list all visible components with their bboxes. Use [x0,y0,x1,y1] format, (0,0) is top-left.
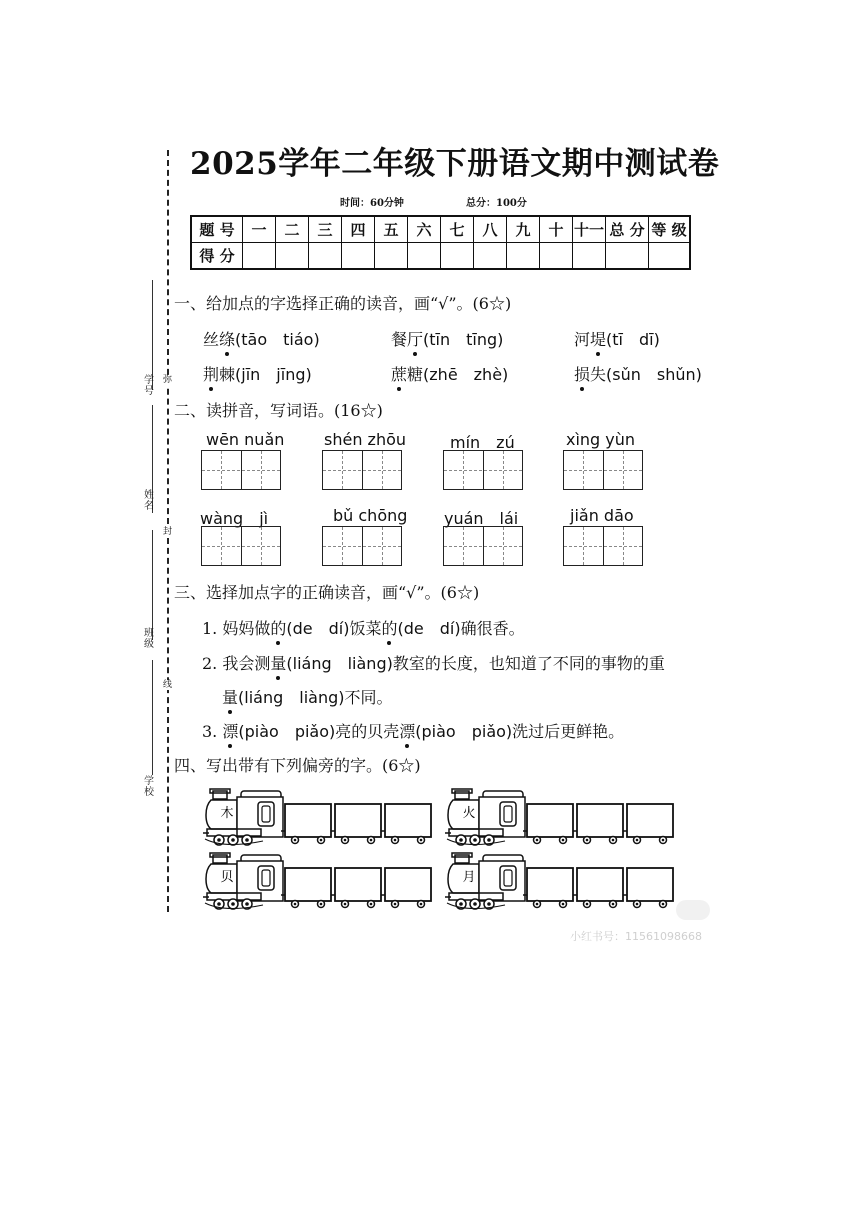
writing-grid[interactable] [563,526,643,566]
score-cell[interactable] [606,243,649,270]
q-pinyin[interactable]: (piào piǎo)洗过后更鲜艳。 [415,722,625,741]
sec3-question-1 [202,616,525,639]
q-pinyin[interactable]: (de dí)饭菜 [286,619,382,638]
dotted-char: 蔗 [391,362,407,385]
radical-mu: 木 [220,806,234,821]
dotted-char: 漂 [399,719,415,742]
exam-total: 总分：100分 [466,198,527,209]
pinyin-label: yuán lái [444,509,519,528]
school-line [152,660,153,775]
student-id-label: 学号 [144,375,154,397]
q-pinyin[interactable]: (piào piǎo)亮的贝壳 [238,722,400,741]
dotted-char: 量 [222,685,238,708]
score-cell[interactable] [474,243,507,270]
score-cell[interactable] [342,243,375,270]
item-text: 失 [590,365,607,384]
dotted-char: 厅 [407,327,423,350]
q-pinyin[interactable]: (liáng liàng)不同。 [238,688,393,707]
col-5: 五 [375,216,408,243]
item-pinyin: (tī dī) [606,330,660,349]
score-table [190,215,691,270]
binding-mark-mi: 弥 [163,375,173,385]
q-text: 1. 妈妈做 [202,619,271,638]
sec1-item-6[interactable] [574,362,702,385]
answer-wagon[interactable] [577,804,623,837]
score-cell[interactable] [540,243,573,270]
q-pinyin[interactable]: (de dí)确很香。 [397,619,525,638]
header-label-cell: 题 号 [191,216,243,243]
binding-mark-feng: 封 [163,527,173,537]
answer-wagon[interactable] [385,868,431,901]
item-pinyin: (tāo tiáo) [235,330,320,349]
watermark-logo-icon [676,900,710,920]
binding-mark-xian: 线 [163,680,173,690]
radical-huo: 火 [462,806,476,821]
answer-wagon[interactable] [285,804,331,837]
sec1-item-3[interactable] [574,327,660,350]
school-label: 学校 [144,776,154,798]
answer-wagon[interactable] [385,804,431,837]
score-cell[interactable] [507,243,540,270]
pinyin-label: xìng yùn [566,430,636,449]
score-cell[interactable] [375,243,408,270]
col-4: 四 [342,216,375,243]
q-pinyin[interactable]: (liáng liàng)教室的长度，也知道了不同的事物的重 [286,654,665,673]
col-total: 总 分 [606,216,649,243]
writing-grid[interactable] [201,450,281,490]
dotted-char: 漂 [222,719,238,742]
dotted-char: 的 [270,616,286,639]
col-11: 十一 [573,216,606,243]
sec1-item-2[interactable] [391,327,503,350]
item-pinyin: (zhē zhè) [423,365,509,384]
section-1-title: 一、给加点的字选择正确的读音，画“√”。(6☆) [174,294,512,313]
writing-grid[interactable] [563,450,643,490]
writing-grid[interactable] [443,526,523,566]
q-text: 2. 我会测 [202,654,271,673]
answer-wagon[interactable] [335,868,381,901]
exam-time: 时间：60分钟 [340,198,404,209]
answer-wagon[interactable] [527,804,573,837]
sec3-question-2 [202,651,665,674]
score-cell[interactable] [276,243,309,270]
score-label-cell: 得 分 [191,243,243,270]
dotted-char: 损 [574,362,590,385]
watermark-text: 小红书号：115610986​68 [570,930,702,943]
col-3: 三 [309,216,342,243]
dotted-char: 量 [270,651,286,674]
class-label: 班级 [144,628,154,650]
score-cell[interactable] [408,243,441,270]
col-9: 九 [507,216,540,243]
col-2: 二 [276,216,309,243]
score-table-score-row [191,243,690,270]
section-2-title: 二、读拼音，写词语。(16☆) [174,401,383,420]
answer-wagon[interactable] [285,868,331,901]
score-cell[interactable] [649,243,691,270]
dotted-char: 的 [381,616,397,639]
sec1-item-1[interactable] [203,327,320,350]
score-cell[interactable] [309,243,342,270]
page-title: 2025学年二年级下册语文期中测试卷 [190,146,720,182]
pinyin-label: shén zhōu [324,430,407,449]
col-grade: 等 级 [649,216,691,243]
item-pinyin: (sǔn shǔn) [606,365,702,384]
student-id-line [152,280,153,390]
col-1: 一 [243,216,276,243]
pinyin-label: mín zú [450,433,515,452]
item-text: 棘 [219,365,236,384]
answer-wagon[interactable] [335,804,381,837]
score-cell[interactable] [573,243,606,270]
sec3-question-2-cont [222,685,393,708]
score-cell[interactable] [441,243,474,270]
sec1-item-5[interactable] [391,362,508,385]
item-text: 丝 [203,330,220,349]
pinyin-label: wàng jì [200,509,269,528]
col-6: 六 [408,216,441,243]
col-7: 七 [441,216,474,243]
name-label: 姓名 [144,490,154,512]
answer-wagon[interactable] [627,804,673,837]
col-10: 十 [540,216,573,243]
answer-wagon[interactable] [527,868,573,901]
item-text: 河 [574,330,591,349]
section-3-title: 三、选择加点字的正确读音，画“√”。(6☆) [174,583,480,602]
item-pinyin: (jīn jīng) [235,365,312,384]
answer-wagon[interactable] [627,868,673,901]
pinyin-label: bǔ chōng [333,506,408,525]
section-4-title: 四、写出带有下列偏旁的字。(6☆) [174,756,421,775]
item-pinyin: (tīn tīng) [423,330,504,349]
dotted-char: 堤 [590,327,606,350]
pinyin-label: wēn nuǎn [206,430,285,449]
answer-wagon[interactable] [577,868,623,901]
dotted-char: 绦 [219,327,235,350]
writing-grid[interactable] [201,526,281,566]
radical-bei: 贝 [220,870,234,885]
item-text: 糖 [407,365,424,384]
q-text: 3. [202,722,223,741]
sec1-item-4[interactable] [203,362,312,385]
score-table-header-row [191,216,690,243]
writing-grid[interactable] [322,450,402,490]
sec3-question-3 [202,719,624,742]
radical-yue: 月 [462,870,476,885]
dotted-char: 荆 [203,362,219,385]
item-text: 餐 [391,330,408,349]
writing-grid[interactable] [443,450,523,490]
pinyin-label: jiǎn dāo [570,506,634,525]
col-8: 八 [474,216,507,243]
writing-grid[interactable] [322,526,402,566]
class-line [152,530,153,640]
score-cell[interactable] [243,243,276,270]
